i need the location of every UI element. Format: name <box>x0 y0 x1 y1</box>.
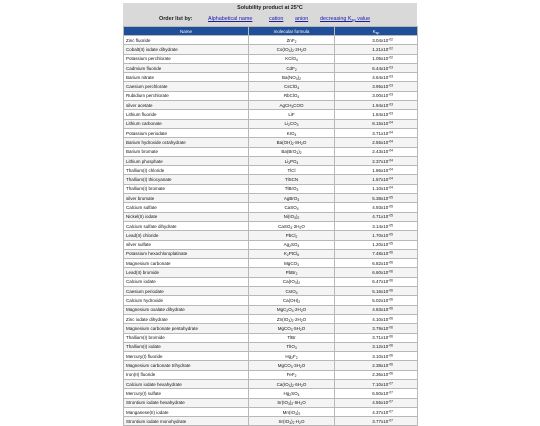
ksp-exponent: -06 <box>388 343 393 348</box>
molecular-formula: $Ba(OH)_2\cdot 8H_2O$ <box>249 138 335 147</box>
table-row <box>124 175 418 184</box>
ksp-mantissa: 1.21x10 <box>372 46 389 52</box>
table-row <box>124 156 418 165</box>
ksp-exponent: -07 <box>388 418 393 423</box>
ksp-mantissa: 3.04x10 <box>372 37 389 43</box>
ksp-value <box>335 82 418 91</box>
table-row <box>124 147 418 156</box>
ksp-value <box>335 119 418 128</box>
ksp-mantissa: 1.05x10 <box>372 56 389 62</box>
table-row <box>124 110 418 119</box>
table-row <box>124 194 418 203</box>
ksp-mantissa: 6.82x10 <box>372 260 389 266</box>
ksp-mantissa: 6.47x10 <box>372 279 389 285</box>
table-row <box>124 54 418 63</box>
ksp-mantissa: 3.71x10 <box>372 335 389 341</box>
ksp-value <box>335 73 418 82</box>
molecular-formula: $CaSO_4\cdot 2H_2O$ <box>249 221 335 230</box>
table-header-row <box>124 27 418 36</box>
ksp-value <box>335 184 418 193</box>
ksp-mantissa: 3.77x10 <box>372 418 389 424</box>
ksp-exponent: -06 <box>388 250 393 255</box>
table-row <box>124 73 418 82</box>
table-row <box>124 212 418 221</box>
ksp-value <box>335 128 418 137</box>
ksp-mantissa: 4.10x10 <box>372 316 389 322</box>
ksp-value <box>335 259 418 268</box>
ksp-value <box>335 175 418 184</box>
ksp-exponent: -06 <box>388 362 393 367</box>
table-row <box>124 407 418 416</box>
ksp-exponent: -05 <box>388 232 393 237</box>
compound-name: Zinc fluoride <box>124 36 249 45</box>
compound-name: Lead(II) bromide <box>124 268 249 277</box>
table-row <box>124 324 418 333</box>
compound-name: Barium nitrate <box>124 73 249 82</box>
ksp-mantissa: 3.79x10 <box>372 325 389 331</box>
table-row <box>124 305 418 314</box>
ksp-value <box>335 166 418 175</box>
page-title: Solubility product at 25°C <box>237 5 303 11</box>
compound-name: Lithium carbonate <box>124 119 249 128</box>
ksp-exponent: -06 <box>388 269 393 274</box>
compound-name: Cobalt(II) iodate dihydrate <box>124 45 249 54</box>
ksp-value <box>335 156 418 165</box>
ksp-mantissa: 5.16x10 <box>372 288 389 294</box>
ksp-value <box>335 370 418 379</box>
ksp-exponent: -05 <box>388 222 393 227</box>
table-row <box>124 370 418 379</box>
ksp-exponent: -05 <box>388 241 393 246</box>
molecular-formula: $Hg_2F_2$ <box>249 352 335 361</box>
solubility-panel <box>123 3 417 425</box>
ksp-exponent: -04 <box>388 167 393 172</box>
molecular-formula: RbClO$_4$ <box>249 91 335 100</box>
molecular-formula: $MgCO_3\cdot 3H_2O$ <box>249 361 335 370</box>
compound-name: Magnesium carbonate trihydrate <box>124 361 249 370</box>
ksp-exponent: -02 <box>388 37 393 42</box>
ksp-exponent: -03 <box>388 83 393 88</box>
compound-name: Rubidium perchlorate <box>124 91 249 100</box>
ksp-value <box>335 379 418 388</box>
ksp-mantissa: 1.86x10 <box>372 167 389 173</box>
compound-name: Thallium(I) chloride <box>124 166 249 175</box>
molecular-formula: $Ca(OH)_2$ <box>249 296 335 305</box>
ksp-subscript: sp <box>375 30 380 35</box>
molecular-formula: TlCl <box>249 166 335 175</box>
ksp-mantissa: 3.10x10 <box>372 353 389 359</box>
ksp-mantissa: 5.38x10 <box>372 195 389 201</box>
compound-name: Caesium perchlorate <box>124 82 249 91</box>
column-header-formula[interactable]: molecular formula <box>249 27 335 36</box>
compound-name: Potassium hexachloroplatinate <box>124 249 249 258</box>
compound-name: Calcium iodate <box>124 277 249 286</box>
molecular-formula: $Hg_2SO_4$ <box>249 389 335 398</box>
order-label: Order list by: <box>159 16 193 22</box>
table-row <box>124 249 418 258</box>
ksp-mantissa: 3.00x10 <box>372 93 389 99</box>
ksp-mantissa: 3.71x10 <box>372 130 389 136</box>
compound-name: silver bromate <box>124 194 249 203</box>
molecular-formula: $Ni(IO_3)_2$ <box>249 212 335 221</box>
compound-name: Thallium(I) thiocyanate <box>124 175 249 184</box>
molecular-formula: $Co(IO_3)_2\cdot 2H_2O$ <box>249 45 335 54</box>
ksp-exponent: -04 <box>388 157 393 162</box>
ksp-value <box>335 389 418 398</box>
ksp-exponent: -03 <box>388 64 393 69</box>
compound-name: Zinc iodate dihydrate <box>124 314 249 323</box>
compound-name: Potassium periodate <box>124 128 249 137</box>
ksp-mantissa: 3.95x10 <box>372 84 389 90</box>
compound-name: Calcium iodate hexahydrate <box>124 379 249 388</box>
table-row <box>124 268 418 277</box>
sort-cation-link[interactable]: cation <box>269 16 284 22</box>
molecular-formula: TlBr <box>249 333 335 342</box>
molecular-formula: $Sr(IO_3)_2\cdot 6H_2O$ <box>249 398 335 407</box>
ksp-exponent: -04 <box>388 130 393 135</box>
ksp-exponent: -05 <box>388 213 393 218</box>
ksp-mantissa: 1.94x10 <box>372 102 389 108</box>
sort-anion-link[interactable]: anion <box>295 16 309 22</box>
ksp-mantissa: 1.10x10 <box>372 186 389 192</box>
ksp-value <box>335 287 418 296</box>
compound-name: silver acetate <box>124 101 249 110</box>
ksp-mantissa: 6.50x10 <box>372 390 389 396</box>
ksp-mantissa: 1.57x10 <box>372 177 389 183</box>
compound-name: Nickel(II) iodate <box>124 212 249 221</box>
ksp-exponent: -04 <box>388 176 393 181</box>
table-row <box>124 36 418 45</box>
table-row <box>124 352 418 361</box>
ksp-value <box>335 91 418 100</box>
ksp-value <box>335 110 418 119</box>
ksp-exponent: -06 <box>388 278 393 283</box>
ksp-mantissa: 4.64x10 <box>372 74 389 80</box>
molecular-formula: $Ca(IO_3)_2$ <box>249 277 335 286</box>
ksp-exponent: -06 <box>388 297 393 302</box>
sort-ksp-link[interactable] <box>320 13 370 25</box>
molecular-formula: PbBr$_2$ <box>249 268 335 277</box>
ksp-exponent: -05 <box>388 204 393 209</box>
compound-name: Lithium phosphate <box>124 156 249 165</box>
compound-name: Strontium iodate hexahydrate <box>124 398 249 407</box>
table-row <box>124 231 418 240</box>
ksp-value <box>335 147 418 156</box>
ksp-value <box>335 398 418 407</box>
ksp-exponent: -06 <box>388 315 393 320</box>
ksp-exponent: -06 <box>388 260 393 265</box>
molecular-formula: $Li_2CO_3$ <box>249 119 335 128</box>
order-bar <box>123 13 417 26</box>
ksp-exponent: -07 <box>388 399 393 404</box>
ksp-value <box>335 296 418 305</box>
table-row <box>124 91 418 100</box>
compound-name: Calcium hydroxide <box>124 296 249 305</box>
ksp-mantissa: 4.83x10 <box>372 307 389 313</box>
table-row <box>124 259 418 268</box>
ksp-symbol: K <box>372 28 376 34</box>
compound-name: Magnesium oxalate dihydrate <box>124 305 249 314</box>
compound-name: Thallium(I) iodate <box>124 342 249 351</box>
sort-alphabetical-link[interactable]: Alphabetical name <box>208 16 253 22</box>
molecular-formula: $Ba(BrO_3)_2$ <box>249 147 335 156</box>
compound-name: Lithium fluoride <box>124 110 249 119</box>
ksp-value <box>335 101 418 110</box>
compound-name: Barium bromate <box>124 147 249 156</box>
ksp-exponent: -07 <box>388 390 393 395</box>
ksp-exponent: -03 <box>388 74 393 79</box>
ksp-mantissa: 1.84x10 <box>372 112 389 118</box>
ksp-value <box>335 268 418 277</box>
ksp-mantissa: 4.93x10 <box>372 204 389 210</box>
molecular-formula: $Ba(NO_3)_2$ <box>249 73 335 82</box>
table-row <box>124 221 418 230</box>
molecular-formula: CaSO$_4$ <box>249 203 335 212</box>
ksp-value <box>335 314 418 323</box>
solubility-table <box>123 26 418 426</box>
ksp-exponent: -02 <box>388 55 393 60</box>
table-row <box>124 45 418 54</box>
ksp-mantissa: 6.60x10 <box>372 270 389 276</box>
table-row <box>124 203 418 212</box>
compound-name: Caesium periodate <box>124 287 249 296</box>
table-row <box>124 296 418 305</box>
compound-name: Strontium iodate monohydrate <box>124 417 249 426</box>
ksp-exponent: -06 <box>388 371 393 376</box>
ksp-value <box>335 240 418 249</box>
ksp-value <box>335 277 418 286</box>
compound-name: Mercury(I) sulfate <box>124 389 249 398</box>
ksp-exponent: -07 <box>388 381 393 386</box>
ksp-value <box>335 407 418 416</box>
ksp-exponent: -06 <box>388 353 393 358</box>
ksp-value <box>335 352 418 361</box>
compound-name: Thallium(I) bromide <box>124 333 249 342</box>
ksp-value <box>335 333 418 342</box>
molecular-formula: FeF$_2$ <box>249 370 335 379</box>
molecular-formula: $Li_3PO_4$ <box>249 156 335 165</box>
table-row <box>124 119 418 128</box>
ksp-value <box>335 54 418 63</box>
ksp-mantissa: 1.70x10 <box>372 232 389 238</box>
table-row <box>124 101 418 110</box>
molecular-formula: $Sr(IO_3)_2\cdot H_2O$ <box>249 417 335 426</box>
ksp-mantissa: 2.36x10 <box>372 372 389 378</box>
molecular-formula: $KIO_4$ <box>249 128 335 137</box>
molecular-formula: $MgCO_3\cdot 5H_2O$ <box>249 324 335 333</box>
ksp-mantissa: 4.55x10 <box>372 400 389 406</box>
molecular-formula: AgCH$_3$COO <box>249 101 335 110</box>
table-row <box>124 184 418 193</box>
table-row <box>124 389 418 398</box>
molecular-formula: CdF$_2$ <box>249 63 335 72</box>
ksp-mantissa: 3.14x10 <box>372 223 389 229</box>
ksp-exponent: -07 <box>388 408 393 413</box>
ksp-exponent: -06 <box>388 288 393 293</box>
ksp-mantissa: 7.10x10 <box>372 381 389 387</box>
molecular-formula: $Ag_2SO_4$ <box>249 240 335 249</box>
ksp-exponent: -04 <box>388 148 393 153</box>
ksp-mantissa: 6.44x10 <box>372 65 389 71</box>
ksp-value <box>335 249 418 258</box>
ksp-exponent: -06 <box>388 334 393 339</box>
molecular-formula: ZnF$_2$ <box>249 36 335 45</box>
ksp-mantissa: 7.48x10 <box>372 251 389 257</box>
ksp-mantissa: 4.71x10 <box>372 214 389 220</box>
compound-name: Iron(II) fluoride <box>124 370 249 379</box>
compound-name: Manganese(II) iodate <box>124 407 249 416</box>
molecular-formula: $MgC_2O_4\cdot 2H_2O$ <box>249 305 335 314</box>
ksp-mantissa: 1.20x10 <box>372 242 389 248</box>
table-row <box>124 82 418 91</box>
ksp-mantissa: 8.15x10 <box>372 121 389 127</box>
ksp-value <box>335 212 418 221</box>
table-row <box>124 361 418 370</box>
ksp-mantissa: 5.02x10 <box>372 297 389 303</box>
ksp-value <box>335 324 418 333</box>
ksp-exponent: -04 <box>388 139 393 144</box>
ksp-value <box>335 138 418 147</box>
table-row <box>124 287 418 296</box>
table-row <box>124 166 418 175</box>
sort-ksp-link-text: decreasing K <box>320 16 352 22</box>
ksp-value <box>335 305 418 314</box>
ksp-exponent: -06 <box>388 306 393 311</box>
ksp-value <box>335 417 418 426</box>
compound-name: Barium hydroxide octahydrate <box>124 138 249 147</box>
table-row <box>124 240 418 249</box>
sort-ksp-link-sub: sp <box>351 17 356 22</box>
table-row <box>124 342 418 351</box>
column-header-ksp[interactable] <box>335 27 418 36</box>
molecular-formula: PbCl$_2$ <box>249 231 335 240</box>
ksp-value <box>335 221 418 230</box>
table-row <box>124 138 418 147</box>
table-row <box>124 417 418 426</box>
compound-name: Magnesium carbonate <box>124 259 249 268</box>
sort-ksp-link-suffix: value <box>355 16 371 22</box>
table-row <box>124 379 418 388</box>
compound-name: Potassium perchlorate <box>124 54 249 63</box>
ksp-exponent: -04 <box>388 120 393 125</box>
ksp-value <box>335 194 418 203</box>
ksp-exponent: -05 <box>388 195 393 200</box>
table-row <box>124 314 418 323</box>
compound-name: Cadmium fluoride <box>124 63 249 72</box>
ksp-value <box>335 342 418 351</box>
ksp-value <box>335 63 418 72</box>
molecular-formula: TlBrO$_3$ <box>249 184 335 193</box>
ksp-exponent: -02 <box>388 46 393 51</box>
molecular-formula: TlIO$_3$ <box>249 342 335 351</box>
ksp-exponent: -03 <box>388 102 393 107</box>
molecular-formula: LiF <box>249 110 335 119</box>
ksp-mantissa: 4.37x10 <box>372 409 389 415</box>
molecular-formula: TlSCN <box>249 175 335 184</box>
ksp-value <box>335 361 418 370</box>
molecular-formula: KClO$_4$ <box>249 54 335 63</box>
molecular-formula: AgBrO$_3$ <box>249 194 335 203</box>
ksp-value <box>335 45 418 54</box>
ksp-mantissa: 2.55x10 <box>372 139 389 145</box>
compound-name: Lead(II) chloride <box>124 231 249 240</box>
compound-name: Mercury(I) fluoride <box>124 352 249 361</box>
column-header-name[interactable]: Name <box>124 27 249 36</box>
ksp-value <box>335 36 418 45</box>
ksp-value <box>335 231 418 240</box>
molecular-formula: $Ca(IO_3)_2\cdot 6H_2O$ <box>249 379 335 388</box>
compound-name: silver sulfate <box>124 240 249 249</box>
ksp-mantissa: 2.37x10 <box>372 158 389 164</box>
molecular-formula: $K_2PtCl_6$ <box>249 249 335 258</box>
molecular-formula: $Mn(IO_3)_2$ <box>249 407 335 416</box>
ksp-exponent: -04 <box>388 185 393 190</box>
molecular-formula: CsClO$_4$ <box>249 82 335 91</box>
table-row <box>124 398 418 407</box>
molecular-formula: CsIO$_4$ <box>249 287 335 296</box>
ksp-mantissa: 3.12x10 <box>372 344 389 350</box>
table-row <box>124 63 418 72</box>
molecular-formula: MgCO$_3$ <box>249 259 335 268</box>
compound-name: Magnesium carbonate pentahydrate <box>124 324 249 333</box>
table-row <box>124 333 418 342</box>
ksp-mantissa: 2.43x10 <box>372 149 389 155</box>
ksp-mantissa: 2.38x10 <box>372 363 389 369</box>
ksp-exponent: -03 <box>388 111 393 116</box>
table-body <box>124 36 418 426</box>
ksp-value <box>335 203 418 212</box>
compound-name: Calcium sulfate dihydrate <box>124 221 249 230</box>
molecular-formula: $Zn(IO_3)_2\cdot 2H_2O$ <box>249 314 335 323</box>
table-row <box>124 128 418 137</box>
compound-name: Thallium(I) bromate <box>124 184 249 193</box>
compound-name: Calcium sulfate <box>124 203 249 212</box>
table-row <box>124 277 418 286</box>
ksp-exponent: -03 <box>388 92 393 97</box>
ksp-exponent: -06 <box>388 325 393 330</box>
